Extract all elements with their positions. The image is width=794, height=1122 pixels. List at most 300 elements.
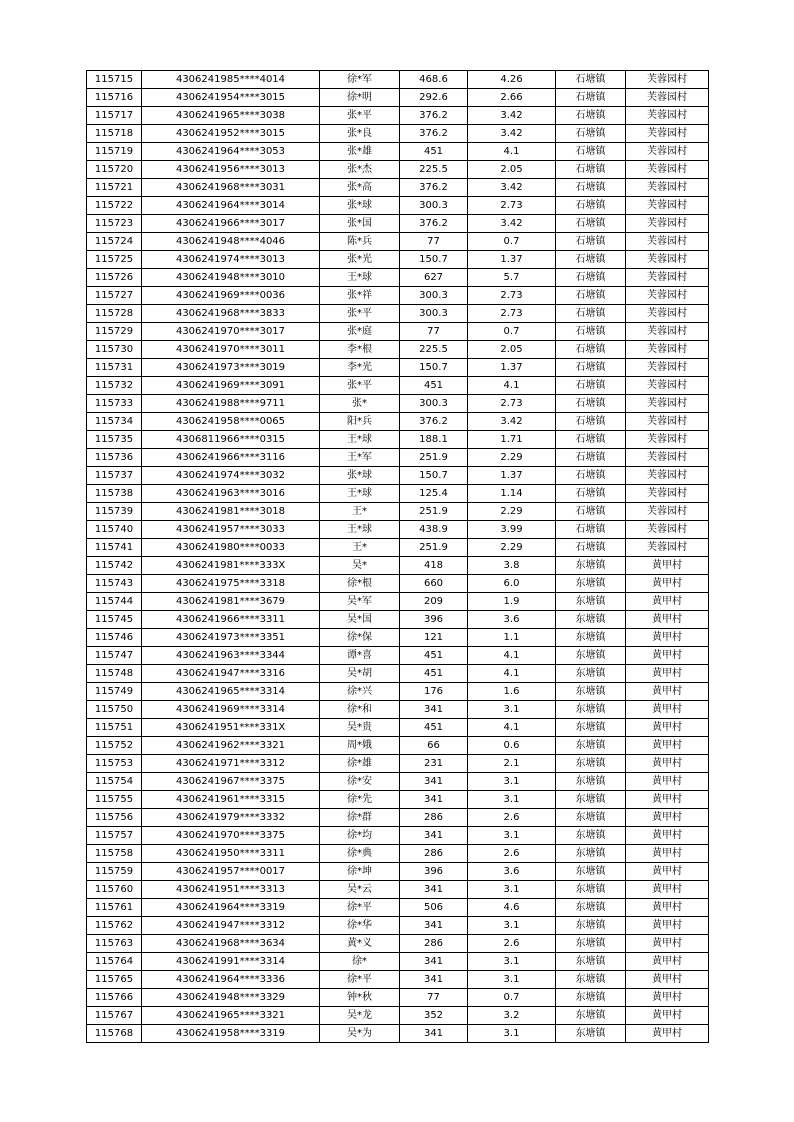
cell-area: 1.1 <box>468 629 556 647</box>
cell-id-number: 4306241964****3319 <box>142 899 320 917</box>
cell-name: 徐*平 <box>320 899 400 917</box>
cell-id-number: 4306241966****3017 <box>142 215 320 233</box>
cell-town: 东塘镇 <box>556 827 626 845</box>
cell-name: 吴* <box>320 557 400 575</box>
cell-town: 石塘镇 <box>556 179 626 197</box>
cell-area: 2.66 <box>468 89 556 107</box>
cell-village: 黄甲村 <box>626 1025 709 1043</box>
cell-town: 石塘镇 <box>556 305 626 323</box>
cell-area: 3.1 <box>468 953 556 971</box>
cell-serial-number: 115733 <box>87 395 142 413</box>
cell-area: 0.7 <box>468 989 556 1007</box>
cell-area: 3.1 <box>468 827 556 845</box>
cell-name: 张*球 <box>320 467 400 485</box>
cell-serial-number: 115738 <box>87 485 142 503</box>
cell-area: 3.1 <box>468 773 556 791</box>
table-row <box>87 197 709 215</box>
cell-id-number: 4306241970****3017 <box>142 323 320 341</box>
cell-serial-number: 115728 <box>87 305 142 323</box>
cell-id-number: 4306241948****3010 <box>142 269 320 287</box>
cell-serial-number: 115746 <box>87 629 142 647</box>
cell-village: 芙蓉园村 <box>626 539 709 557</box>
cell-name: 李*光 <box>320 359 400 377</box>
cell-id-number: 4306241963****3016 <box>142 485 320 503</box>
cell-name: 张*良 <box>320 125 400 143</box>
cell-village: 黄甲村 <box>626 593 709 611</box>
cell-amount: 125.4 <box>400 485 468 503</box>
cell-village: 黄甲村 <box>626 845 709 863</box>
cell-town: 东塘镇 <box>556 773 626 791</box>
cell-id-number: 4306241954****3015 <box>142 89 320 107</box>
cell-town: 东塘镇 <box>556 701 626 719</box>
cell-area: 3.42 <box>468 179 556 197</box>
cell-village: 黄甲村 <box>626 683 709 701</box>
cell-id-number: 4306241948****4046 <box>142 233 320 251</box>
cell-serial-number: 115753 <box>87 755 142 773</box>
cell-town: 东塘镇 <box>556 557 626 575</box>
cell-serial-number: 115761 <box>87 899 142 917</box>
cell-village: 芙蓉园村 <box>626 467 709 485</box>
cell-town: 东塘镇 <box>556 1025 626 1043</box>
cell-village: 黄甲村 <box>626 935 709 953</box>
cell-serial-number: 115744 <box>87 593 142 611</box>
cell-name: 徐*典 <box>320 845 400 863</box>
cell-serial-number: 115743 <box>87 575 142 593</box>
cell-town: 东塘镇 <box>556 809 626 827</box>
cell-amount: 341 <box>400 917 468 935</box>
cell-serial-number: 115765 <box>87 971 142 989</box>
cell-amount: 286 <box>400 809 468 827</box>
cell-amount: 286 <box>400 935 468 953</box>
cell-amount: 225.5 <box>400 161 468 179</box>
cell-id-number: 4306241950****3311 <box>142 845 320 863</box>
cell-id-number: 4306241965****3038 <box>142 107 320 125</box>
cell-area: 3.42 <box>468 107 556 125</box>
cell-village: 黄甲村 <box>626 1007 709 1025</box>
cell-area: 3.1 <box>468 881 556 899</box>
cell-amount: 286 <box>400 845 468 863</box>
cell-town: 东塘镇 <box>556 683 626 701</box>
cell-town: 东塘镇 <box>556 845 626 863</box>
cell-town: 石塘镇 <box>556 125 626 143</box>
cell-area: 2.05 <box>468 341 556 359</box>
cell-town: 石塘镇 <box>556 71 626 89</box>
cell-town: 东塘镇 <box>556 989 626 1007</box>
table-row <box>87 971 709 989</box>
cell-id-number: 4306241958****3319 <box>142 1025 320 1043</box>
cell-id-number: 4306241981****3018 <box>142 503 320 521</box>
cell-name: 张*平 <box>320 107 400 125</box>
cell-town: 东塘镇 <box>556 917 626 935</box>
cell-id-number: 4306241974****3032 <box>142 467 320 485</box>
cell-amount: 376.2 <box>400 107 468 125</box>
cell-village: 芙蓉园村 <box>626 449 709 467</box>
table-row <box>87 935 709 953</box>
cell-village: 黄甲村 <box>626 629 709 647</box>
cell-id-number: 4306241958****0065 <box>142 413 320 431</box>
cell-id-number: 4306241968****3634 <box>142 935 320 953</box>
table-row <box>87 755 709 773</box>
cell-area: 4.26 <box>468 71 556 89</box>
cell-amount: 396 <box>400 611 468 629</box>
cell-amount: 300.3 <box>400 287 468 305</box>
cell-town: 东塘镇 <box>556 629 626 647</box>
table-row <box>87 341 709 359</box>
cell-serial-number: 115762 <box>87 917 142 935</box>
cell-name: 徐*坤 <box>320 863 400 881</box>
cell-name: 王*球 <box>320 269 400 287</box>
cell-area: 2.73 <box>468 305 556 323</box>
cell-name: 徐*安 <box>320 773 400 791</box>
table-row <box>87 71 709 89</box>
cell-name: 张*光 <box>320 251 400 269</box>
cell-amount: 341 <box>400 1025 468 1043</box>
cell-amount: 188.1 <box>400 431 468 449</box>
cell-area: 5.7 <box>468 269 556 287</box>
cell-area: 2.73 <box>468 395 556 413</box>
cell-serial-number: 115723 <box>87 215 142 233</box>
cell-serial-number: 115727 <box>87 287 142 305</box>
cell-area: 1.14 <box>468 485 556 503</box>
cell-area: 3.42 <box>468 125 556 143</box>
cell-name: 周*娥 <box>320 737 400 755</box>
cell-area: 2.6 <box>468 809 556 827</box>
table-row <box>87 827 709 845</box>
table-row <box>87 359 709 377</box>
cell-town: 石塘镇 <box>556 341 626 359</box>
cell-town: 石塘镇 <box>556 251 626 269</box>
cell-name: 王*球 <box>320 485 400 503</box>
cell-id-number: 4306241966****3116 <box>142 449 320 467</box>
cell-name: 徐*平 <box>320 971 400 989</box>
cell-serial-number: 115764 <box>87 953 142 971</box>
cell-area: 3.1 <box>468 1025 556 1043</box>
cell-town: 东塘镇 <box>556 647 626 665</box>
cell-id-number: 4306241964****3053 <box>142 143 320 161</box>
table-row <box>87 1007 709 1025</box>
cell-area: 2.6 <box>468 845 556 863</box>
cell-town: 石塘镇 <box>556 107 626 125</box>
cell-name: 阳*兵 <box>320 413 400 431</box>
cell-area: 1.37 <box>468 251 556 269</box>
cell-village: 芙蓉园村 <box>626 503 709 521</box>
cell-area: 1.71 <box>468 431 556 449</box>
cell-id-number: 4306241957****0017 <box>142 863 320 881</box>
table-row <box>87 89 709 107</box>
cell-village: 芙蓉园村 <box>626 521 709 539</box>
cell-name: 王*军 <box>320 449 400 467</box>
cell-amount: 451 <box>400 719 468 737</box>
table-row <box>87 719 709 737</box>
cell-serial-number: 115731 <box>87 359 142 377</box>
cell-id-number: 4306241985****4014 <box>142 71 320 89</box>
cell-serial-number: 115747 <box>87 647 142 665</box>
cell-village: 芙蓉园村 <box>626 197 709 215</box>
cell-amount: 341 <box>400 791 468 809</box>
table-row <box>87 251 709 269</box>
cell-village: 芙蓉园村 <box>626 341 709 359</box>
cell-village: 黄甲村 <box>626 557 709 575</box>
cell-village: 黄甲村 <box>626 737 709 755</box>
cell-town: 石塘镇 <box>556 503 626 521</box>
cell-id-number: 4306241973****3019 <box>142 359 320 377</box>
table-row <box>87 773 709 791</box>
cell-serial-number: 115763 <box>87 935 142 953</box>
cell-village: 芙蓉园村 <box>626 179 709 197</box>
table-row <box>87 413 709 431</box>
cell-area: 2.29 <box>468 503 556 521</box>
cell-serial-number: 115758 <box>87 845 142 863</box>
cell-area: 0.7 <box>468 323 556 341</box>
table-row <box>87 683 709 701</box>
cell-village: 黄甲村 <box>626 863 709 881</box>
cell-serial-number: 115757 <box>87 827 142 845</box>
cell-id-number: 4306241970****3375 <box>142 827 320 845</box>
cell-village: 黄甲村 <box>626 899 709 917</box>
table-row <box>87 989 709 1007</box>
cell-serial-number: 115732 <box>87 377 142 395</box>
cell-name: 钟*秋 <box>320 989 400 1007</box>
cell-serial-number: 115751 <box>87 719 142 737</box>
table-row <box>87 449 709 467</box>
cell-amount: 251.9 <box>400 449 468 467</box>
cell-town: 石塘镇 <box>556 485 626 503</box>
cell-area: 3.99 <box>468 521 556 539</box>
table-row <box>87 287 709 305</box>
cell-village: 芙蓉园村 <box>626 161 709 179</box>
table-row <box>87 809 709 827</box>
cell-serial-number: 115745 <box>87 611 142 629</box>
table-row <box>87 593 709 611</box>
table-row <box>87 305 709 323</box>
cell-town: 东塘镇 <box>556 593 626 611</box>
cell-serial-number: 115742 <box>87 557 142 575</box>
cell-amount: 376.2 <box>400 413 468 431</box>
cell-amount: 352 <box>400 1007 468 1025</box>
table-row <box>87 431 709 449</box>
cell-serial-number: 115725 <box>87 251 142 269</box>
cell-name: 徐*兴 <box>320 683 400 701</box>
table-row <box>87 791 709 809</box>
table-row <box>87 881 709 899</box>
cell-village: 黄甲村 <box>626 917 709 935</box>
cell-area: 3.1 <box>468 917 556 935</box>
cell-area: 3.42 <box>468 215 556 233</box>
table-row <box>87 467 709 485</box>
cell-amount: 300.3 <box>400 305 468 323</box>
cell-name: 张*庭 <box>320 323 400 341</box>
cell-id-number: 4306811966****0315 <box>142 431 320 449</box>
cell-name: 徐*先 <box>320 791 400 809</box>
cell-area: 2.73 <box>468 287 556 305</box>
cell-amount: 341 <box>400 701 468 719</box>
cell-serial-number: 115756 <box>87 809 142 827</box>
cell-serial-number: 115754 <box>87 773 142 791</box>
cell-village: 黄甲村 <box>626 881 709 899</box>
cell-amount: 77 <box>400 323 468 341</box>
cell-id-number: 4306241968****3031 <box>142 179 320 197</box>
cell-town: 石塘镇 <box>556 359 626 377</box>
cell-amount: 451 <box>400 665 468 683</box>
cell-amount: 300.3 <box>400 197 468 215</box>
cell-name: 徐*雄 <box>320 755 400 773</box>
cell-village: 芙蓉园村 <box>626 269 709 287</box>
cell-amount: 251.9 <box>400 503 468 521</box>
cell-area: 2.1 <box>468 755 556 773</box>
table-row <box>87 737 709 755</box>
cell-serial-number: 115730 <box>87 341 142 359</box>
cell-village: 黄甲村 <box>626 809 709 827</box>
cell-village: 黄甲村 <box>626 971 709 989</box>
cell-name: 徐* <box>320 953 400 971</box>
cell-town: 东塘镇 <box>556 575 626 593</box>
cell-town: 石塘镇 <box>556 449 626 467</box>
table-row <box>87 647 709 665</box>
cell-id-number: 4306241981****333X <box>142 557 320 575</box>
cell-id-number: 4306241980****0033 <box>142 539 320 557</box>
cell-serial-number: 115724 <box>87 233 142 251</box>
cell-id-number: 4306241970****3011 <box>142 341 320 359</box>
cell-amount: 376.2 <box>400 215 468 233</box>
cell-id-number: 4306241962****3321 <box>142 737 320 755</box>
cell-amount: 468.6 <box>400 71 468 89</box>
cell-serial-number: 115752 <box>87 737 142 755</box>
table-row <box>87 845 709 863</box>
cell-id-number: 4306241988****9711 <box>142 395 320 413</box>
cell-amount: 66 <box>400 737 468 755</box>
cell-town: 东塘镇 <box>556 791 626 809</box>
cell-name: 徐*和 <box>320 701 400 719</box>
cell-village: 芙蓉园村 <box>626 89 709 107</box>
table-row <box>87 521 709 539</box>
cell-town: 东塘镇 <box>556 665 626 683</box>
cell-village: 黄甲村 <box>626 575 709 593</box>
cell-amount: 627 <box>400 269 468 287</box>
cell-amount: 506 <box>400 899 468 917</box>
cell-village: 芙蓉园村 <box>626 305 709 323</box>
cell-name: 徐*群 <box>320 809 400 827</box>
cell-area: 4.1 <box>468 719 556 737</box>
cell-name: 吴*云 <box>320 881 400 899</box>
cell-town: 东塘镇 <box>556 755 626 773</box>
table-row <box>87 107 709 125</box>
cell-village: 黄甲村 <box>626 665 709 683</box>
cell-town: 石塘镇 <box>556 413 626 431</box>
cell-amount: 396 <box>400 863 468 881</box>
cell-village: 黄甲村 <box>626 773 709 791</box>
cell-name: 张*高 <box>320 179 400 197</box>
cell-town: 石塘镇 <box>556 161 626 179</box>
cell-town: 石塘镇 <box>556 89 626 107</box>
cell-area: 4.1 <box>468 665 556 683</box>
cell-serial-number: 115721 <box>87 179 142 197</box>
cell-area: 4.1 <box>468 647 556 665</box>
table-row <box>87 1025 709 1043</box>
cell-name: 王* <box>320 503 400 521</box>
cell-village: 芙蓉园村 <box>626 395 709 413</box>
cell-area: 3.2 <box>468 1007 556 1025</box>
cell-serial-number: 115716 <box>87 89 142 107</box>
cell-area: 1.6 <box>468 683 556 701</box>
cell-serial-number: 115719 <box>87 143 142 161</box>
table-row <box>87 269 709 287</box>
cell-name: 王*球 <box>320 431 400 449</box>
cell-village: 芙蓉园村 <box>626 215 709 233</box>
cell-village: 芙蓉园村 <box>626 125 709 143</box>
cell-name: 吴*贵 <box>320 719 400 737</box>
cell-serial-number: 115748 <box>87 665 142 683</box>
table-row <box>87 575 709 593</box>
cell-name: 王*球 <box>320 521 400 539</box>
cell-area: 2.05 <box>468 161 556 179</box>
cell-name: 李*根 <box>320 341 400 359</box>
cell-town: 石塘镇 <box>556 197 626 215</box>
cell-amount: 451 <box>400 647 468 665</box>
cell-village: 芙蓉园村 <box>626 413 709 431</box>
cell-town: 东塘镇 <box>556 881 626 899</box>
cell-name: 吴*为 <box>320 1025 400 1043</box>
cell-serial-number: 115720 <box>87 161 142 179</box>
cell-village: 黄甲村 <box>626 701 709 719</box>
cell-id-number: 4306241971****3312 <box>142 755 320 773</box>
table-row <box>87 215 709 233</box>
cell-town: 东塘镇 <box>556 737 626 755</box>
cell-id-number: 4306241961****3315 <box>142 791 320 809</box>
cell-area: 6.0 <box>468 575 556 593</box>
cell-area: 3.1 <box>468 791 556 809</box>
cell-amount: 150.7 <box>400 359 468 377</box>
cell-id-number: 4306241965****3321 <box>142 1007 320 1025</box>
table-row <box>87 863 709 881</box>
cell-village: 芙蓉园村 <box>626 377 709 395</box>
cell-village: 黄甲村 <box>626 791 709 809</box>
cell-id-number: 4306241969****0036 <box>142 287 320 305</box>
cell-area: 1.37 <box>468 467 556 485</box>
cell-town: 石塘镇 <box>556 395 626 413</box>
cell-town: 东塘镇 <box>556 1007 626 1025</box>
cell-town: 石塘镇 <box>556 269 626 287</box>
cell-serial-number: 115766 <box>87 989 142 1007</box>
cell-town: 石塘镇 <box>556 539 626 557</box>
table-row <box>87 179 709 197</box>
cell-id-number: 4306241952****3015 <box>142 125 320 143</box>
cell-amount: 451 <box>400 143 468 161</box>
cell-id-number: 4306241947****3316 <box>142 665 320 683</box>
cell-name: 张*平 <box>320 377 400 395</box>
cell-name: 吴*军 <box>320 593 400 611</box>
cell-name: 陈*兵 <box>320 233 400 251</box>
cell-name: 徐*明 <box>320 89 400 107</box>
cell-area: 0.7 <box>468 233 556 251</box>
cell-area: 2.29 <box>468 449 556 467</box>
cell-village: 黄甲村 <box>626 989 709 1007</box>
cell-village: 芙蓉园村 <box>626 431 709 449</box>
cell-area: 3.1 <box>468 701 556 719</box>
cell-village: 芙蓉园村 <box>626 359 709 377</box>
cell-amount: 121 <box>400 629 468 647</box>
cell-town: 石塘镇 <box>556 215 626 233</box>
cell-id-number: 4306241974****3013 <box>142 251 320 269</box>
cell-amount: 376.2 <box>400 179 468 197</box>
cell-village: 黄甲村 <box>626 611 709 629</box>
cell-name: 吴*龙 <box>320 1007 400 1025</box>
cell-name: 王* <box>320 539 400 557</box>
cell-village: 芙蓉园村 <box>626 233 709 251</box>
cell-town: 东塘镇 <box>556 863 626 881</box>
cell-amount: 300.3 <box>400 395 468 413</box>
cell-id-number: 4306241969****3091 <box>142 377 320 395</box>
cell-area: 4.6 <box>468 899 556 917</box>
